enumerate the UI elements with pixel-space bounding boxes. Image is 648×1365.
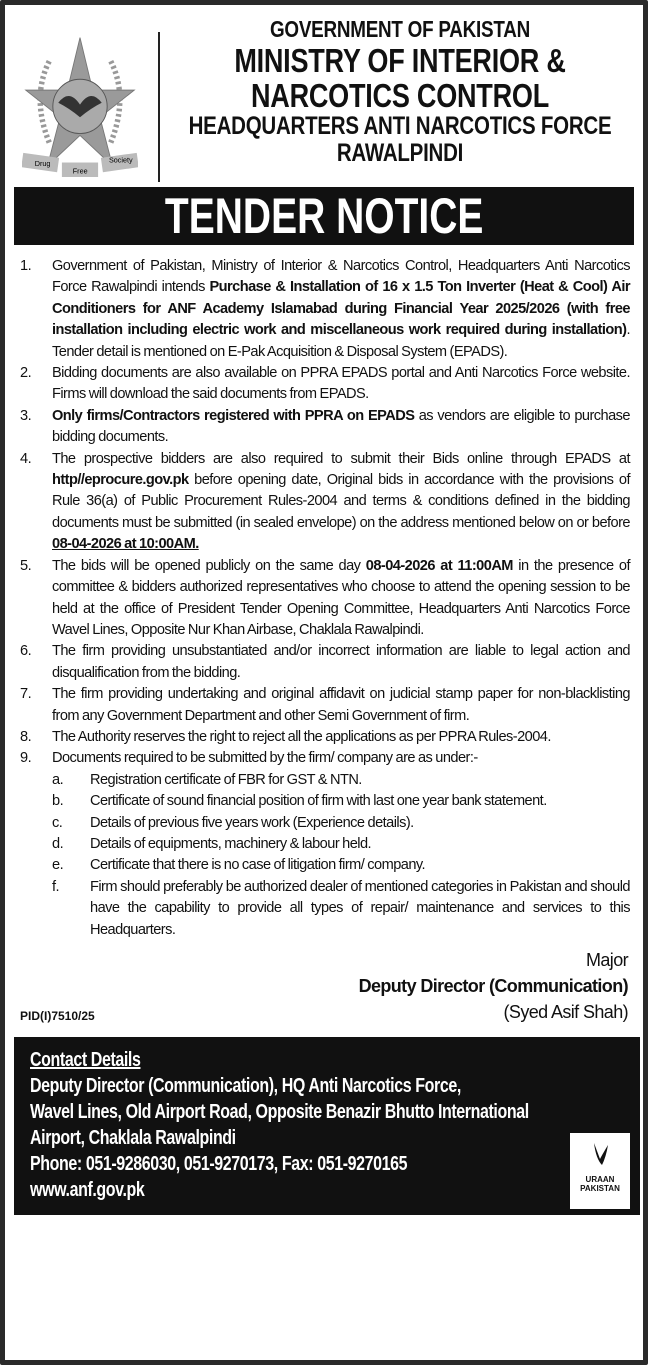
list-item [20, 556, 630, 642]
uraan-label: URAAN PAKISTAN [580, 1175, 620, 1193]
sub-item-letter: c. [52, 814, 63, 831]
sub-item-text: Certificate that there is no case of litigation firm/ company. [90, 857, 426, 874]
text-segment: The Authority reserves the right to reject all the applications as per PPRA Rules-2004. [52, 728, 551, 745]
text-segment: as vendors are eligible to purchase bidding documents. [52, 407, 630, 446]
sub-item-text: Firm should preferably be authorized dealer of mentioned categories in Pakistan and should have the capability to provide all types of repair/ maintenance and services to this Headquarters. [90, 878, 630, 938]
text-segment: The prospective bidders are also required to submit their Bids online through EPADS at [52, 450, 630, 467]
sub-list-item [52, 877, 630, 941]
list-item [20, 449, 630, 556]
text-segment: Purchase & Installation of 16 x 1.5 Ton Inverter (Heat & Cool) Air Conditioners for ANF Academy Islamabad during Financial Year 2025/2026 (with free installation including electric work and miscellaneous work required during installation) [52, 279, 630, 339]
item-number: 6. [20, 643, 32, 660]
item-text [52, 556, 630, 642]
item-text [52, 748, 630, 769]
item-text [52, 641, 630, 684]
text-segment: Only firms/Contractors registered with PPRA on EPADS [52, 407, 415, 424]
notice-body [20, 0, 630, 1235]
list-item [20, 641, 630, 684]
ribbon-word: Drug [34, 159, 51, 169]
sub-item-letter: b. [52, 793, 64, 810]
ministry-title-cont: NARCOTICS CONTROL [251, 77, 549, 114]
sub-list-item [52, 791, 630, 812]
item-number: 9. [20, 750, 32, 767]
item-text [52, 406, 630, 449]
item-number: 1. [20, 258, 32, 274]
sub-item-text: Details of equipments, machinery & labour held. [90, 835, 372, 852]
sub-list-item [52, 855, 630, 876]
text-segment: 08-04-2026 at 10:00AM. [52, 536, 199, 553]
contact-text [30, 1047, 529, 1203]
contact-phone: Phone: 051-9286030, 051-9270173, Fax: 051-9270165 [30, 1153, 408, 1175]
notice-items [20, 256, 630, 941]
contact-line: Airport, Chaklala Rawalpindi [30, 1127, 236, 1149]
bird-icon [590, 1141, 610, 1171]
item-text [52, 727, 630, 748]
item-number: 7. [20, 686, 32, 703]
signatory-designation: Deputy Director (Communication) [358, 976, 628, 996]
hq-title: HEADQUARTERS ANTI NARCOTICS FORCE [188, 112, 612, 140]
list-item [20, 256, 630, 363]
item-text [52, 256, 630, 363]
contact-line: Deputy Director (Communication), HQ Anti Narcotics Force, [30, 1075, 461, 1097]
pid-number: PID(I)7510/25 [20, 1009, 95, 1023]
ribbon-word: Free [72, 166, 88, 176]
signatory-name: (Syed Asif Shah) [503, 1002, 628, 1022]
text-segment: in the presence of committee & bidders authorized representatives who choose to attend the opening session to be held at the office of President Tender Opening Committee, Headquarters Anti Narcotics Force Wavel Lines, Opposite Nur Khan Airbase, Chaklala Rawalpindi. [52, 557, 631, 638]
item-number: 8. [20, 728, 32, 745]
item-text [52, 363, 630, 406]
sub-item-text: Details of previous five years work (Experience details). [90, 814, 414, 831]
sub-item-letter: d. [52, 835, 64, 852]
item-text [52, 449, 630, 556]
text-segment: 08-04-2026 at 11:00AM [365, 557, 513, 574]
text-segment: The firm providing undertaking and original affidavit on judicial stamp paper for non-blacklisting from any Government Department and other Semi Government of firm. [52, 686, 630, 724]
list-item [20, 363, 630, 406]
contact-title: Contact Details [30, 1049, 141, 1071]
sub-item-text: Registration certificate of FBR for GST & NTN. [90, 771, 362, 788]
text-segment: before opening date, Original bids in accordance with the provisions of Rule 36(a) of Public Procurement Rules-2004 and terms & conditions defined in the bidding documents must be submitted (in sealed envelope) on the address mentioned below on or before [52, 472, 630, 531]
sub-list-item [52, 770, 630, 791]
signature-row [20, 947, 630, 1027]
contact-details [14, 1037, 640, 1215]
signatory-rank: Major [585, 950, 628, 970]
item-text [52, 684, 630, 727]
sub-list-item [52, 834, 630, 855]
text-segment: Government of Pakistan, Ministry of Interior & Narcotics Control, Headquarters Anti Narcotics Force Rawalpindi intends [52, 258, 630, 296]
signature-block [20, 947, 630, 1025]
text-segment: The bids will be opened publicly on the same day [52, 557, 366, 574]
text-segment: http//eprocure.gov.pk [52, 472, 189, 489]
government-title: GOVERNMENT OF PAKISTAN [269, 16, 531, 42]
list-item [20, 727, 630, 748]
sub-item-text: Certificate of sound financial position of firm with last one year bank statement. [90, 793, 547, 810]
sub-item-letter: f. [52, 878, 60, 895]
sub-item-letter: e. [52, 857, 64, 874]
list-item [20, 406, 630, 449]
ribbon-word: Society [108, 155, 133, 165]
ministry-title: MINISTRY OF INTERIOR & [234, 42, 566, 79]
sub-list-item [52, 813, 630, 834]
list-item [20, 748, 630, 769]
uraan-pakistan-logo [570, 1133, 630, 1209]
item-number: 5. [20, 557, 32, 574]
text-segment: . Tender detail is mentioned on E-Pak Acquisition & Disposal System (EPADS). [52, 322, 630, 360]
city-title: RAWALPINDI [336, 139, 464, 167]
text-segment: The firm providing unsubstantiated and/or incorrect information are liable to legal action and disqualification from the bidding. [52, 643, 630, 681]
contact-line: Wavel Lines, Old Airport Road, Opposite Benazir Bhutto International [30, 1101, 529, 1123]
item-number: 2. [20, 365, 32, 382]
sub-item-letter: a. [52, 771, 64, 788]
item-number: 4. [20, 450, 32, 467]
page-title: TENDER NOTICE [164, 188, 484, 244]
text-segment: Documents required to be submitted by the firm/ company are as under:- [52, 750, 478, 767]
item-number: 3. [20, 407, 32, 424]
website-link[interactable]: www.anf.gov.pk [30, 1179, 145, 1201]
text-segment: Bidding documents are also available on PPRA EPADS portal and Anti Narcotics Force website. Firms will download the said documents from EPADS. [52, 365, 630, 403]
list-item [20, 684, 630, 727]
